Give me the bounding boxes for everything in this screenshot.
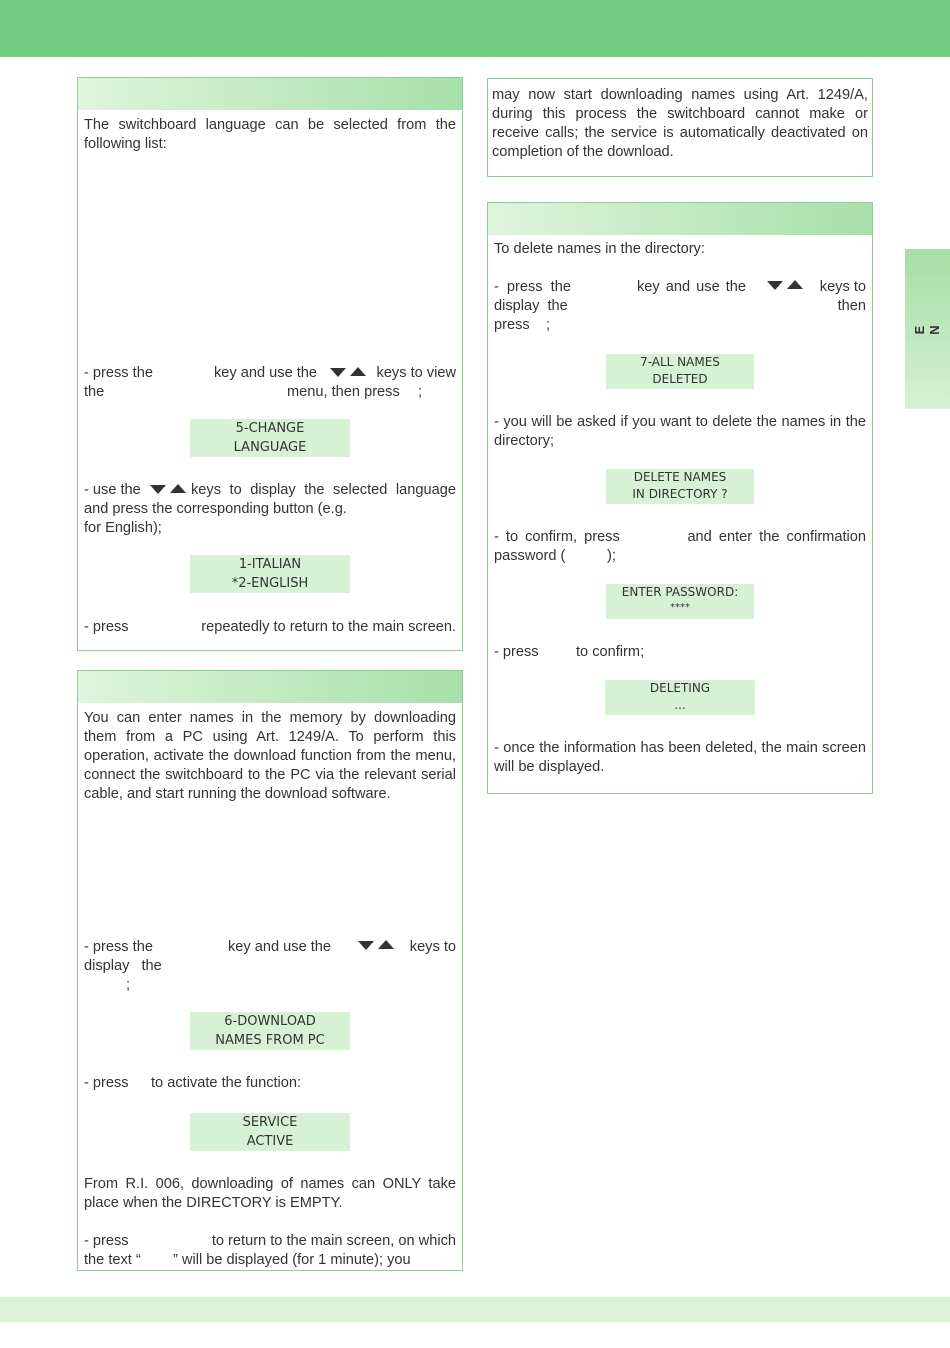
delete-section: [487, 202, 873, 794]
download-step2: - press to activate the function:: [84, 1075, 302, 1091]
lcd-delete-names-confirm: DELETE NAMES IN DIRECTORY ?: [606, 469, 754, 504]
language-step1-line1: - press the key and use the keys to view: [84, 365, 456, 381]
download-continued-text: may now start downloading names using Art. 1249/A, during this process the switchboard cannot make or receive calls; the service is automatically deactivated on completion of the download.: [492, 87, 868, 160]
up-down-arrows-icon: [358, 939, 398, 951]
top-banner: [0, 0, 950, 57]
language-step3: - press repeatedly to return to the main screen.: [84, 619, 456, 635]
download-note: From R.I. 006, downloading of names can ONLY take place when the DIRECTORY is EMPTY.: [84, 1176, 456, 1211]
language-step1-line2: the menu, then press ;: [84, 384, 423, 400]
download-section-header: [78, 671, 462, 703]
download-step3-line2: the text “ ” will be displayed (for 1 minute); you: [84, 1252, 411, 1268]
delete-step3-line1: - to confirm, press and enter the confirmation: [494, 529, 866, 545]
download-step3-line1: - press to return to the main screen, on which: [84, 1233, 456, 1249]
download-step1-line1: - press the key and use the keys to: [84, 939, 456, 955]
lcd-enter-password: ENTER PASSWORD: ****: [606, 584, 754, 619]
delete-step5: - once the information has been deleted, the main screen will be displayed.: [494, 740, 866, 775]
lcd-download-names: 6-DOWNLOAD NAMES FROM PC: [190, 1012, 350, 1050]
delete-intro: To delete names in the directory:: [494, 241, 705, 257]
download-continued: [487, 78, 873, 177]
delete-step3-line2: password ( );: [494, 548, 616, 564]
up-down-arrows-icon: [330, 366, 370, 378]
language-intro: The switchboard language can be selected from the following list:: [84, 117, 456, 152]
delete-step1-line1: - press the key and use the keys to: [494, 279, 866, 295]
language-step2-end: for English);: [84, 520, 162, 536]
language-step2: - use the keys to display the selected language and press the corresponding button (e.g.: [84, 482, 456, 517]
download-intro: You can enter names in the memory by downloading them from a PC using Art. 1249/A. To perform this operation, activate the download function from the menu, connect the switchboard to the PC via the relevant serial cable, and start running the download software.: [84, 710, 456, 802]
delete-step2: - you will be asked if you want to delete the names in the directory;: [494, 414, 866, 449]
download-step1-line2: display the: [84, 958, 162, 974]
lcd-deleting: DELETING ...: [605, 680, 755, 715]
language-section-header: [78, 78, 462, 110]
bottom-banner: [0, 1297, 950, 1322]
lcd-service-active: SERVICE ACTIVE: [190, 1113, 350, 1151]
delete-section-header: [488, 203, 872, 235]
lcd-language-list: 1-ITALIAN *2-ENGLISH: [190, 555, 350, 593]
download-section: [77, 670, 463, 1271]
lcd-all-names-deleted: 7-ALL NAMES DELETED: [606, 354, 754, 389]
up-down-arrows-icon: [767, 279, 807, 291]
language-code: E N: [912, 321, 942, 335]
lcd-change-language: 5-CHANGE LANGUAGE: [190, 419, 350, 457]
delete-step1-line2: display the then: [494, 298, 866, 314]
language-section: [77, 77, 463, 651]
download-step1-line3: ;: [126, 977, 131, 993]
language-tab: [905, 249, 950, 409]
delete-step4: - press to confirm;: [494, 644, 645, 660]
delete-step1-line3: press ;: [494, 317, 551, 333]
